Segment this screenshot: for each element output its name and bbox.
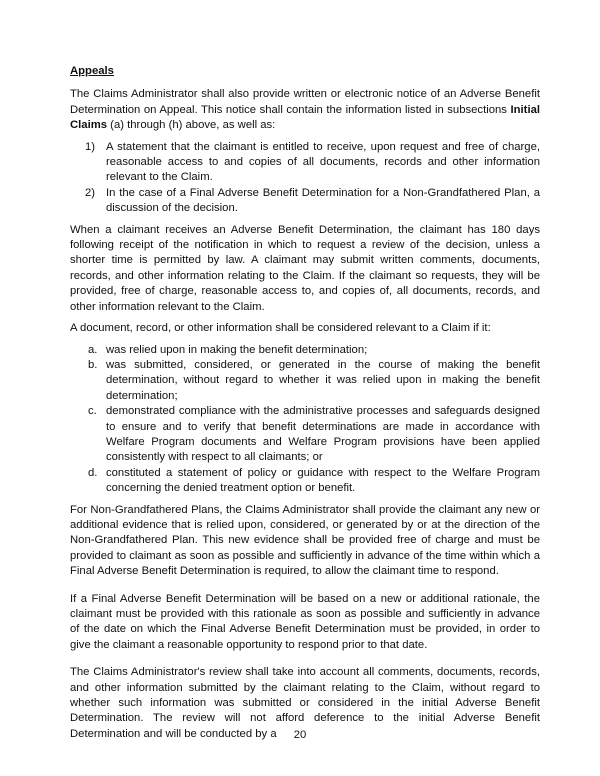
list-item-text: In the case of a Final Adverse Benefit Determination for a Non-Grandfathered Plan, a discussion of the decision.: [106, 186, 540, 215]
list-marker: d.: [88, 466, 98, 479]
lettered-list-item: [70, 358, 540, 404]
numbered-list-item: [70, 140, 540, 186]
section-heading: Appeals: [70, 65, 114, 77]
list-marker: a.: [88, 343, 98, 356]
lettered-list-item: [70, 343, 540, 358]
lettered-list-item: [70, 404, 540, 466]
list-item-text: constituted a statement of policy or guidance with respect to the Welfare Program concerning the denied treatment option or benefit.: [106, 466, 540, 495]
lettered-list: [70, 343, 540, 497]
numbered-list: [70, 140, 540, 217]
list-marker: c.: [88, 405, 97, 418]
list-marker: 1): [85, 140, 96, 153]
numbered-list-item: [70, 186, 540, 217]
new-rationale-paragraph: If a Final Adverse Benefit Determination will be based on a new or additional rationale, the claimant must be provided with this rationale as soon as possible and sufficiently in advance of the date on which the Final Adverse Benefit Determination must be provided, in order to give the claimant a reasonable opportunity to respond prior to that date.: [70, 592, 540, 651]
lettered-list-item: [70, 466, 540, 497]
intro-bold-reference: Initial Claims: [70, 103, 540, 132]
new-evidence-paragraph: For Non-Grandfathered Plans, the Claims Administrator shall provide the claimant any new or additional evidence that is relied upon, considered, or generated by or at the direction of the Non-Grandfathered Plan. This new evidence shall be provided free of charge and must be provided to claimant as soon as possible and sufficiently in advance of the time within which a Final Adverse Benefit Determination is required, to allow the claimant time to respond.: [70, 503, 540, 578]
list-marker: 2): [85, 186, 96, 199]
page-number: 20: [293, 729, 307, 741]
review-request-paragraph: When a claimant receives an Adverse Benefit Determination, the claimant has 180 days following receipt of the notification in which to request a review of the decision, unless a shorter time is permitted by law. A claimant may submit written comments, documents, records, and other information relating to the Claim. If the claimant so requests, they will be provided, free of charge, reasonable access to, and copies of, all documents, records, and other information relevant to the Claim.: [70, 223, 540, 313]
list-item-text: was relied upon in making the benefit determination;: [106, 343, 368, 356]
document-page: [70, 64, 540, 748]
list-item-text: A statement that the claimant is entitled to receive, upon request and free of charge, reasonable access to and copies of all documents, records and other information relevant to the Claim.: [106, 140, 540, 184]
list-marker: b.: [88, 358, 98, 371]
intro-text-end: (a) through (h) above, as well as:: [107, 119, 276, 132]
list-item-text: demonstrated compliance with the administrative processes and safeguards designed to ensure and to verify that benefit determinations are made in accordance with Welfare Program documents and Welfare Program provisions have been applied consistently with respect to all claimants; or: [106, 405, 540, 464]
intro-text-start: The Claims Administrator shall also provide written or electronic notice of an Adverse Benefit Determination on Appeal. This notice shall contain the information listed in subsections: [70, 88, 540, 116]
review-scope-paragraph: The Claims Administrator's review shall take into account all comments, documents, records, and other information submitted by the claimant relating to the Claim, without regard to whether such information was submitted or considered in the initial Adverse Benefit Determination. The review will not afford deference to the initial Adverse Benefit Determination and will be conducted by a: [70, 666, 540, 740]
list-item-text: was submitted, considered, or generated in the course of making the benefit determination, without regard to whether it was relied upon in making the benefit determination;: [106, 358, 540, 402]
relevance-paragraph: A document, record, or other information shall be considered relevant to a Claim if it:: [70, 322, 491, 335]
intro-paragraph: [70, 87, 540, 133]
